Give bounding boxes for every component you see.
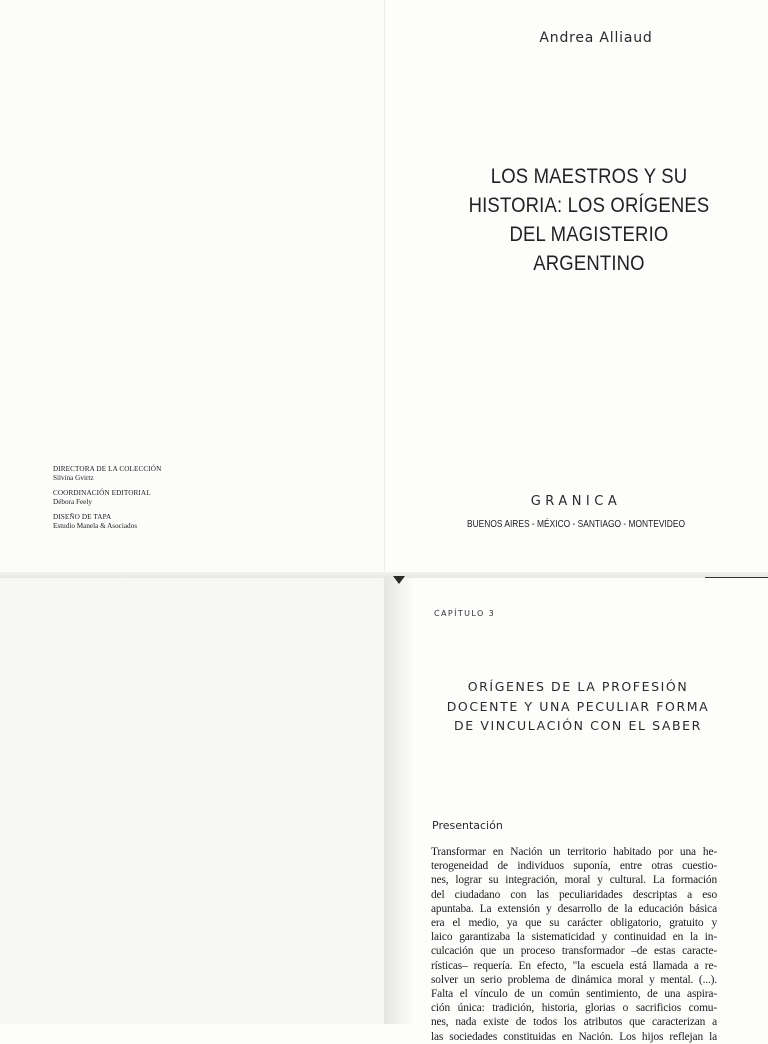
credit-name: Silvina Gvirtz: [53, 473, 94, 482]
chapter-title: [428, 677, 728, 736]
chapter-title-line: ORÍGENES DE LA PROFESIÓN: [467, 679, 689, 694]
body-line: del ciudadano con las peculiaridades descriptas a eso: [431, 888, 717, 901]
credit-name: Débora Feely: [53, 497, 92, 506]
credit-cover-design: [53, 513, 161, 530]
page-edge-line: [705, 577, 768, 578]
chapter-title-line: DE VINCULACIÓN CON EL SABER: [454, 718, 702, 733]
left-verso-page: [0, 578, 384, 1024]
body-line: Falta el vínculo de un común sentimiento, de una aspira-: [431, 988, 717, 1001]
body-line: apuntaba. La extensión y desarrollo de la educación básica: [431, 902, 717, 915]
author-name: Andrea Alliaud: [539, 30, 653, 46]
body-line: laico garantizaba la sistematicidad y continuidad en la in-: [431, 931, 717, 944]
credit-collection-director: [53, 465, 161, 482]
spine-marker: [393, 576, 405, 584]
body-line: las sociedades constituidas en Nación. Los hijos reflejan la: [431, 1030, 717, 1043]
body-line: solver un serio problema de dinámica moral y mental. (...).: [431, 973, 717, 986]
body-line: Transformar en Nación un territorio habitado por una he-: [431, 846, 717, 858]
author-name-block: [384, 30, 768, 46]
body-paragraph: [431, 845, 717, 1044]
book-title-line: LOS MAESTROS Y SU: [490, 164, 688, 188]
book-title-line: DEL MAGISTERIO: [509, 222, 669, 246]
chapter-label: CAPÍTULO 3: [434, 609, 496, 618]
body-line: nes, nada existe de todos los atributos que caracterizan a: [431, 1016, 717, 1029]
book-title-line: ARGENTINO: [533, 251, 645, 275]
credit-name: Estudio Manela & Asociados: [53, 521, 138, 530]
book-spine-shadow: [384, 578, 412, 1024]
publisher-cities: BUENOS AIRES - MÉXICO - SANTIAGO - MONTEVIDEO: [467, 518, 685, 530]
credit-role: COORDINACIÓN EDITORIAL: [53, 489, 151, 497]
body-line: nes, lograr su integración, moral y cultural. La formación: [431, 874, 717, 887]
body-line: terogeneidad de individuos suponía, entre otras cuestio-: [431, 860, 717, 873]
body-line: era el medio, ya que su carácter obligatorio, gratuito y: [431, 917, 717, 930]
credit-role: DIRECTORA DE LA COLECCIÓN: [53, 465, 162, 473]
section-heading: Presentación: [432, 819, 503, 832]
colophon-credits: [53, 465, 161, 537]
book-title-line: HISTORIA: LOS ORÍGENES: [468, 193, 710, 217]
chapter-title-line: DOCENTE Y UNA PECULIAR FORMA: [446, 698, 710, 714]
body-line: rísticas– requería. En efecto, "la escuela está llamada a re-: [431, 959, 717, 972]
book-title: [456, 162, 723, 278]
title-page: [384, 0, 768, 572]
credit-editorial-coordination: [53, 489, 161, 506]
credit-role: DISEÑO DE TAPA: [53, 513, 112, 521]
body-line: ción única: tradición, historia, glorias o sacrificios comu-: [431, 1002, 717, 1015]
publisher-name: GRANICA: [530, 494, 622, 509]
body-line: culcación que un proceso transformador –de estas caracte-: [431, 945, 717, 958]
